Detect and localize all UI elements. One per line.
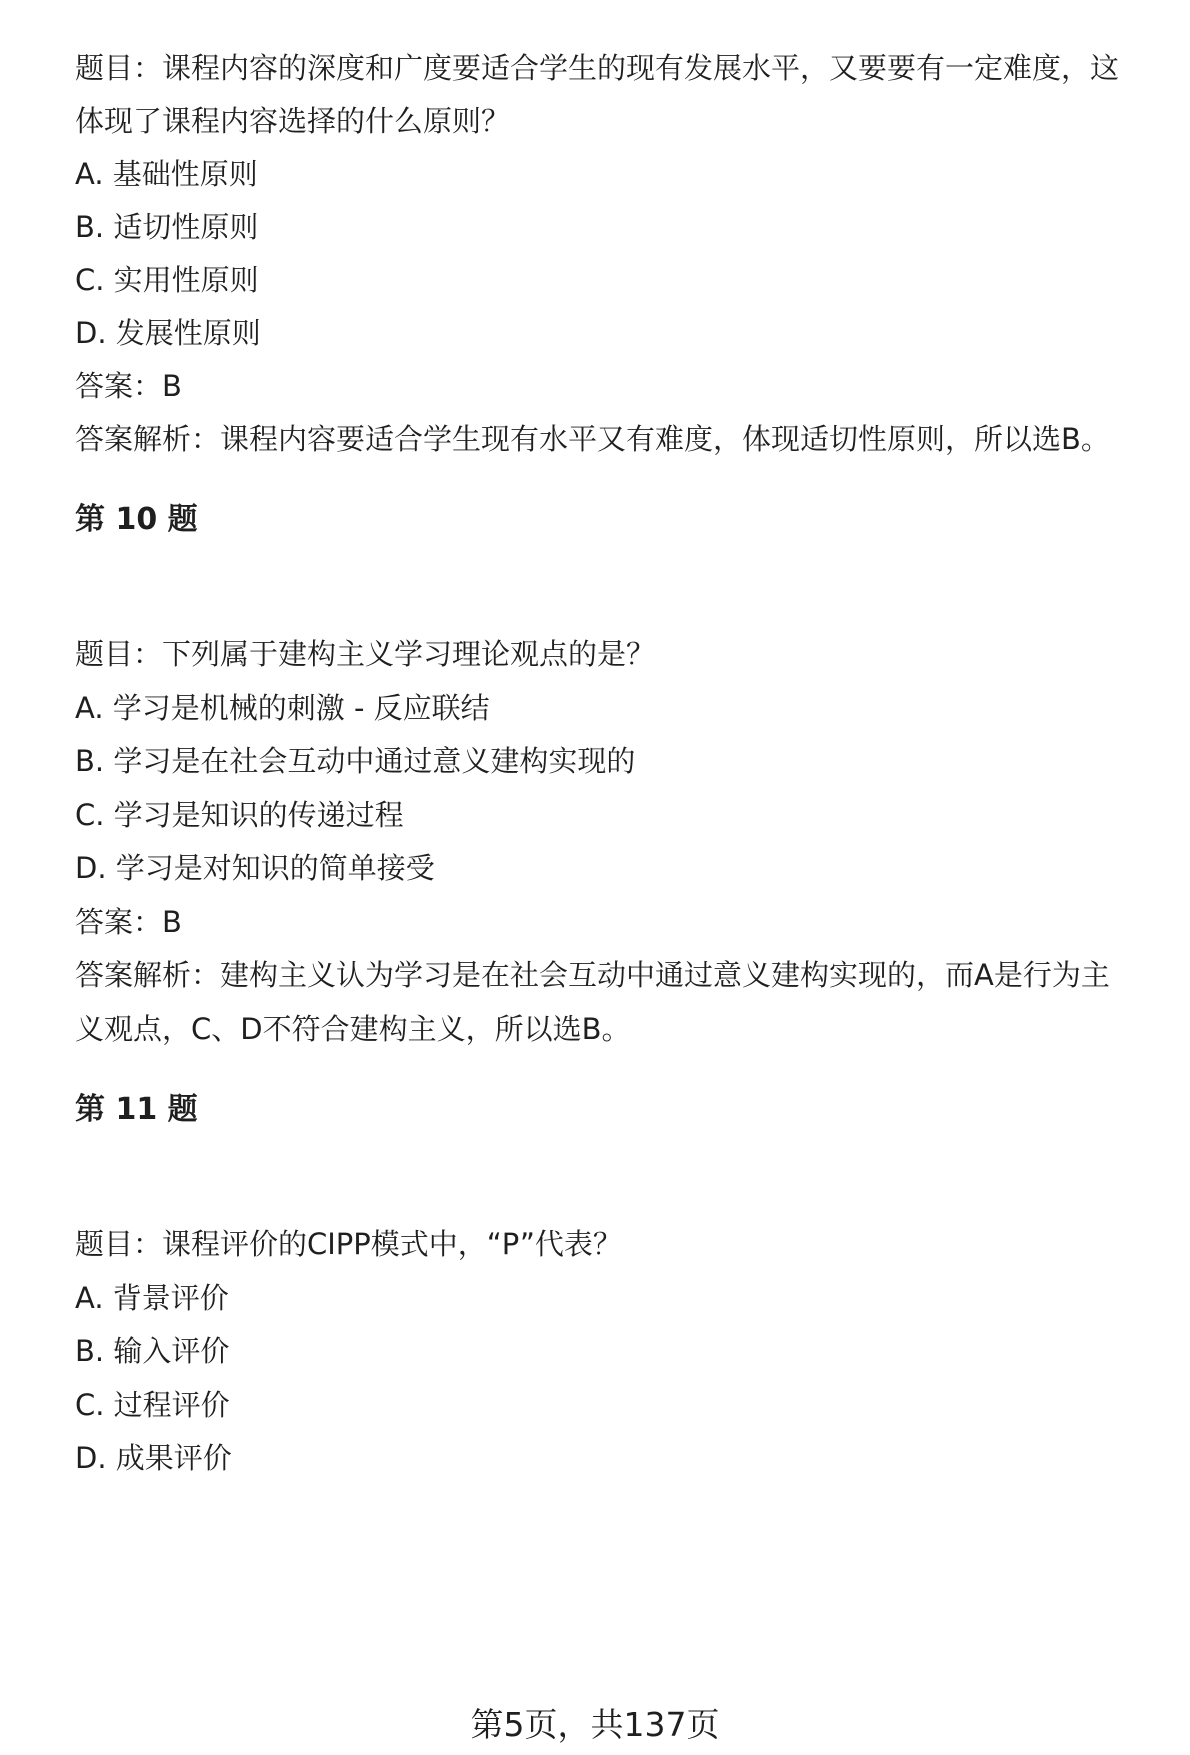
q11-heading: 第 11 题	[75, 1092, 198, 1127]
q9-answer: 答案：B	[75, 369, 182, 403]
q11-stem: 题目：课程评价的CIPP模式中，“P”代表？	[75, 1227, 622, 1261]
q10-answer: 答案：B	[75, 905, 182, 939]
q9-option-c: C. 实用性原则	[75, 263, 259, 297]
page-indicator: 第5页，共137页	[470, 1705, 720, 1744]
q10-option-c: C. 学习是知识的传递过程	[75, 798, 404, 832]
q10-option-a: A. 学习是机械的刺激 - 反应联结	[75, 691, 490, 725]
q11-option-d: D. 成果评价	[75, 1441, 232, 1475]
q9-analysis-line1: 答案解析：课程内容要适合学生现有水平又有难度，体现适切性原则，所以选B。	[75, 422, 1110, 456]
q9-stem-line2: 体现了课程内容选择的什么原则？	[75, 104, 511, 138]
q10-heading: 第 10 题	[75, 502, 198, 537]
q11-option-a: A. 背景评价	[75, 1281, 229, 1315]
q9-option-a: A. 基础性原则	[75, 157, 258, 191]
q11-option-b: B. 输入评价	[75, 1334, 230, 1368]
q10-option-d: D. 学习是对知识的简单接受	[75, 851, 435, 885]
q11-option-c: C. 过程评价	[75, 1388, 230, 1422]
q10-analysis-line1: 答案解析：建构主义认为学习是在社会互动中通过意义建构实现的，而A是行为主	[75, 958, 1110, 992]
q10-option-b: B. 学习是在社会互动中通过意义建构实现的	[75, 744, 636, 778]
q9-option-d: D. 发展性原则	[75, 316, 261, 350]
q10-analysis-line2: 义观点，C、D不符合建构主义，所以选B。	[75, 1012, 631, 1046]
q9-stem-line1: 题目：课程内容的深度和广度要适合学生的现有发展水平，又要要有一定难度，这	[75, 51, 1120, 85]
q9-option-b: B. 适切性原则	[75, 210, 259, 244]
q10-stem: 题目：下列属于建构主义学习理论观点的是？	[75, 637, 656, 671]
